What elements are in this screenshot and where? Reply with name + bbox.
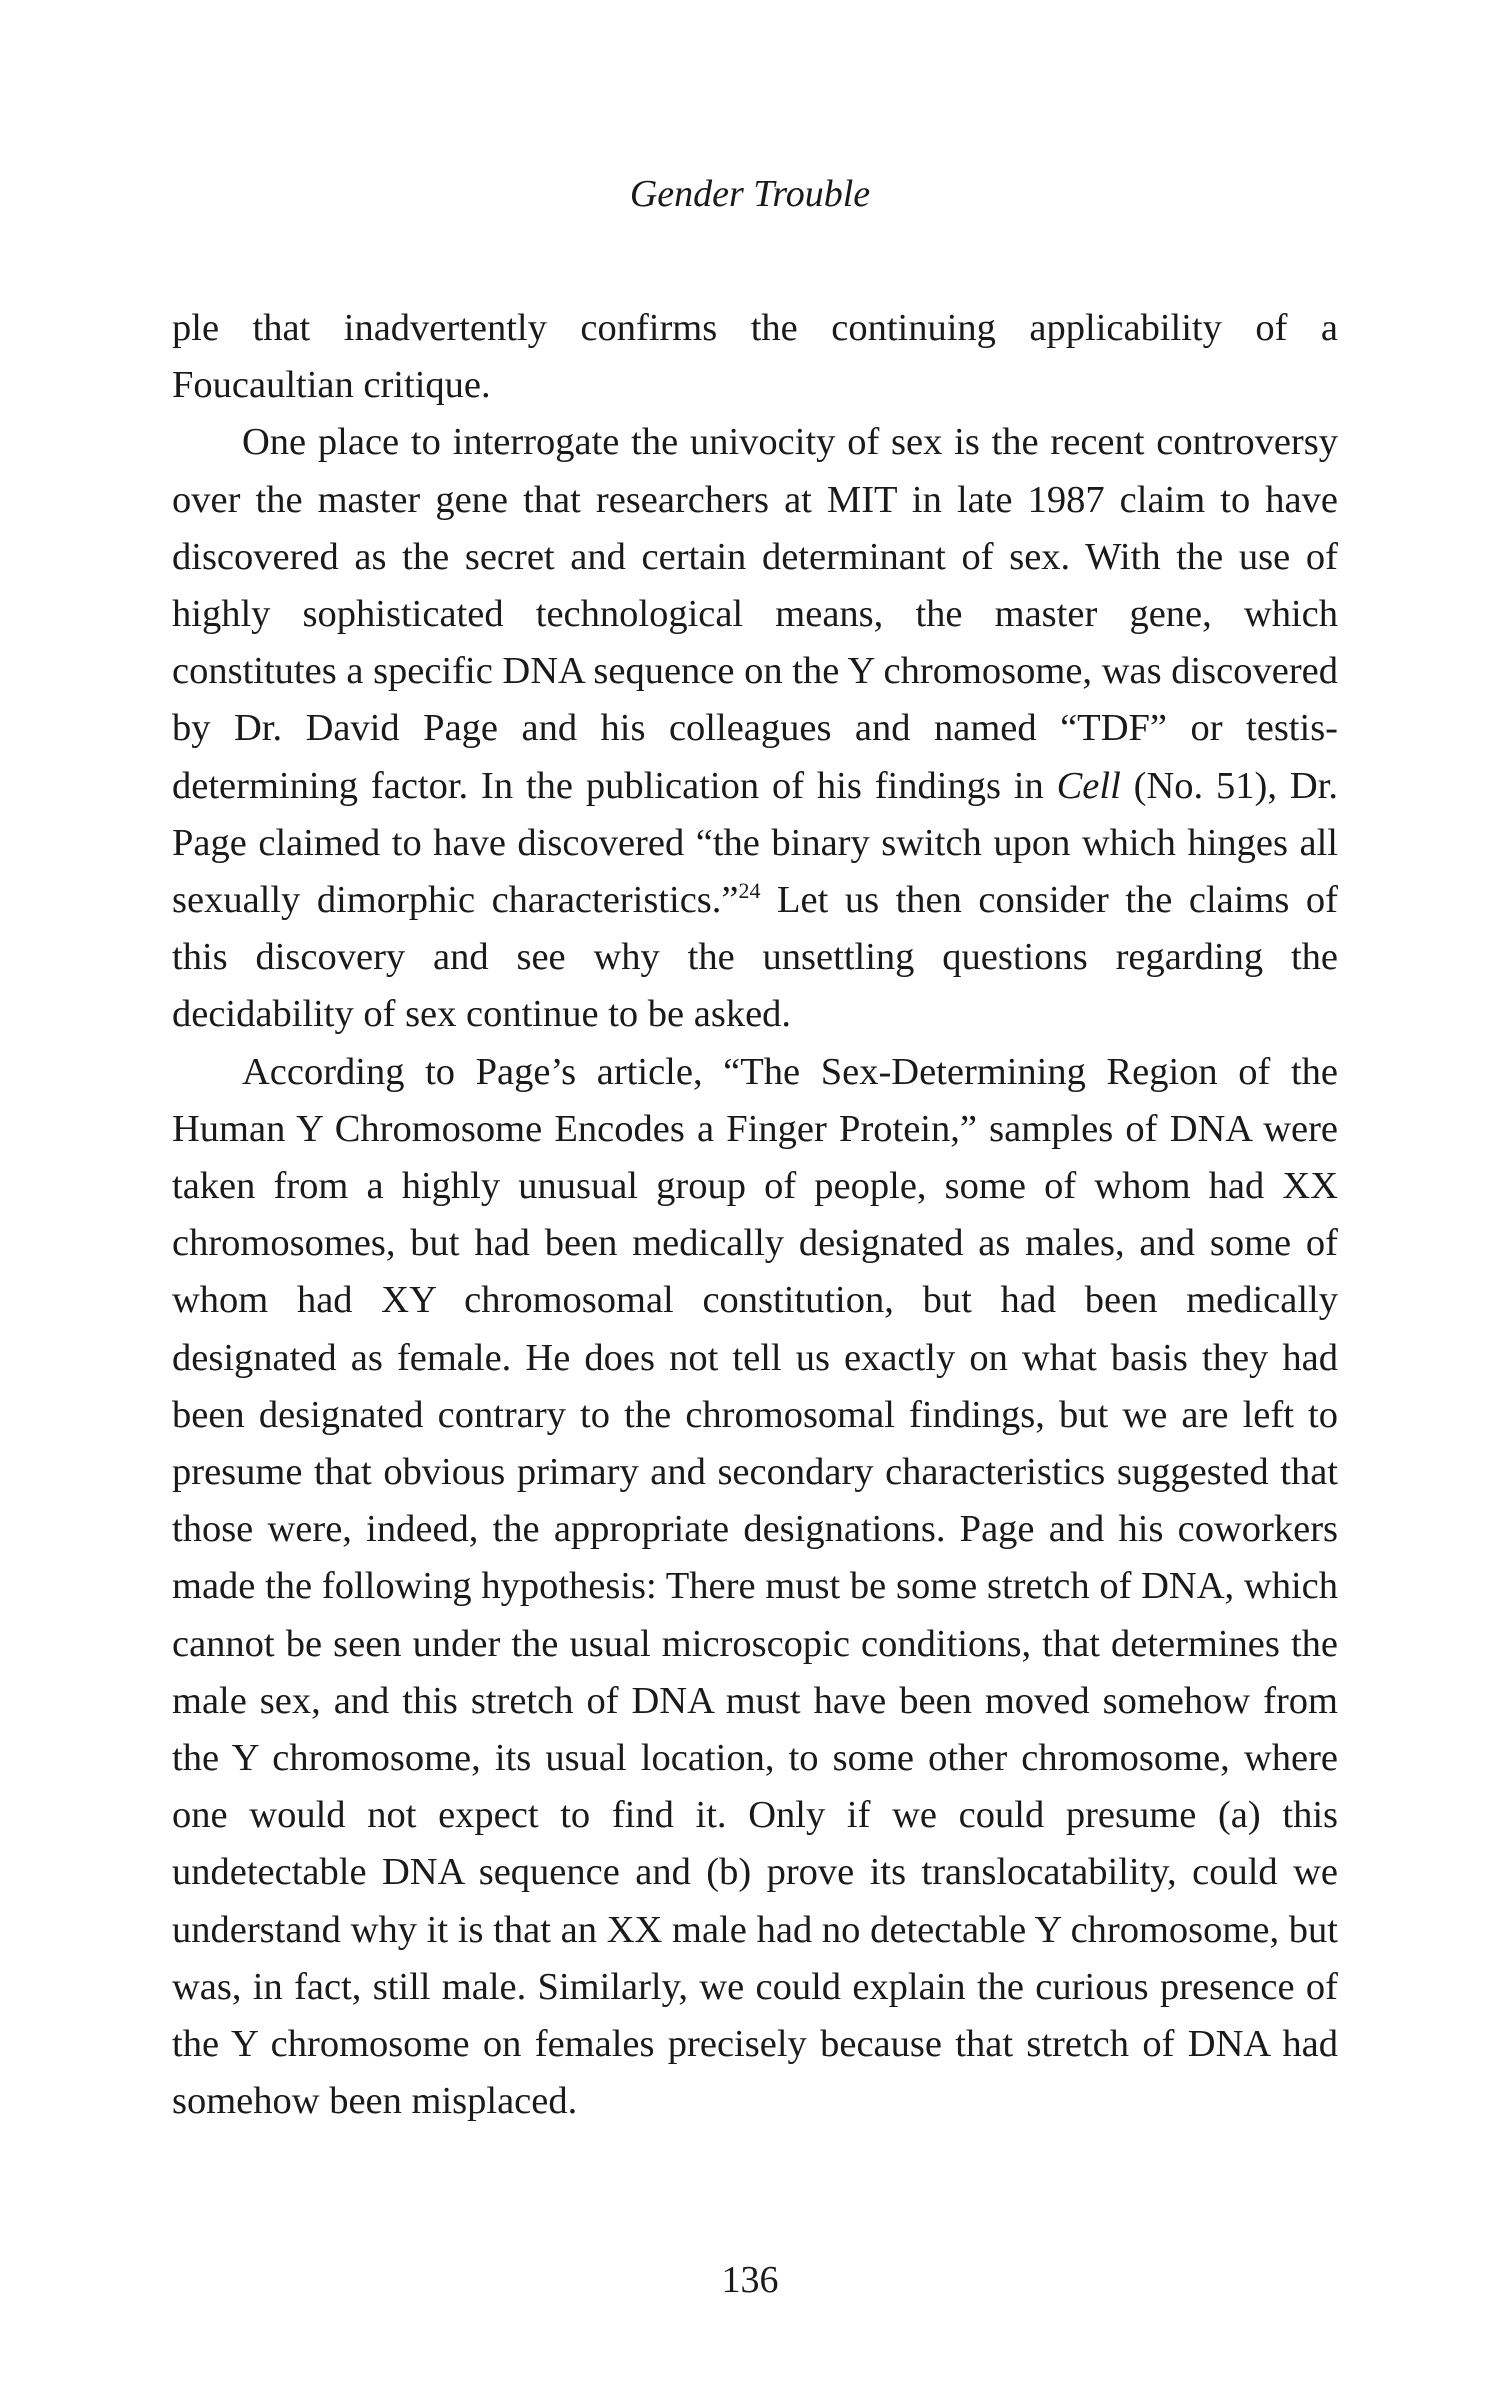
page-number: 136 [721,2259,779,2301]
body-text [172,300,1338,2131]
paragraph-2-text-c: Let us then consider the claims of this discovery and see why the unsettling questions regarding the decidability of sex continue to be asked. [172,879,1338,1036]
paragraph-3: According to Page’s article, “The Sex-Determining Region of the Human Y Chromosome Encodes a Finger Protein,” samples of DNA were taken from a highly unusual group of people, some of whom had XX chromosomes, but had been medically designated as males, and some of whom had XY chromosomal constitution, but had been medically designated as female. He does not tell us exactly on what basis they had been designated contrary to the chromosomal findings, but we are left to presume that obvious primary and secondary characteristics suggested that those were, indeed, the appropriate designations. Page and his coworkers made the following hypothesis: There must be some stretch of DNA, which cannot be seen under the usual microscopic conditions, that determines the male sex, and this stretch of DNA must have been moved somehow from the Y chromosome, its usual location, to some other chromosome, where one would not expect to find it. Only if we could presume (a) this undetectable DNA sequence and (b) prove its translocatability, could we understand why it is that an XX male had no detectable Y chromosome, but was, in fact, still male. Similarly, we could explain the curious presence of the Y chromosome on females precisely because that stretch of DNA had somehow been misplaced. [172,1050,1338,2123]
paragraph-2-text-b: (No. 51), Dr. Page claimed to have discovered “the binary switch upon which hinges all sexually dimorphic characteristics.” [172,764,1338,922]
paragraph-2-text-a: One place to interrogate the univocity of sex is the recent controversy over the master gene that researchers at MIT in late 1987 claim to have discovered as the secret and certain determinant of sex. With the use of highly sophisticated technological means, the master gene, which constitutes a specific DNA sequence on the Y chromosome, was discovered by Dr. David Page and his colleagues and named “TDF” or testis-determining factor. In the publication of his findings in [172,421,1338,807]
footnote-marker: 24 [738,878,761,904]
journal-title: Cell [1056,764,1121,807]
running-head: Gender Trouble [629,173,871,215]
paragraph-1: ple that inadvertently confirms the continuing applicability of a Foucaultian critique. [172,307,1338,407]
paragraph-2 [172,414,1338,1043]
